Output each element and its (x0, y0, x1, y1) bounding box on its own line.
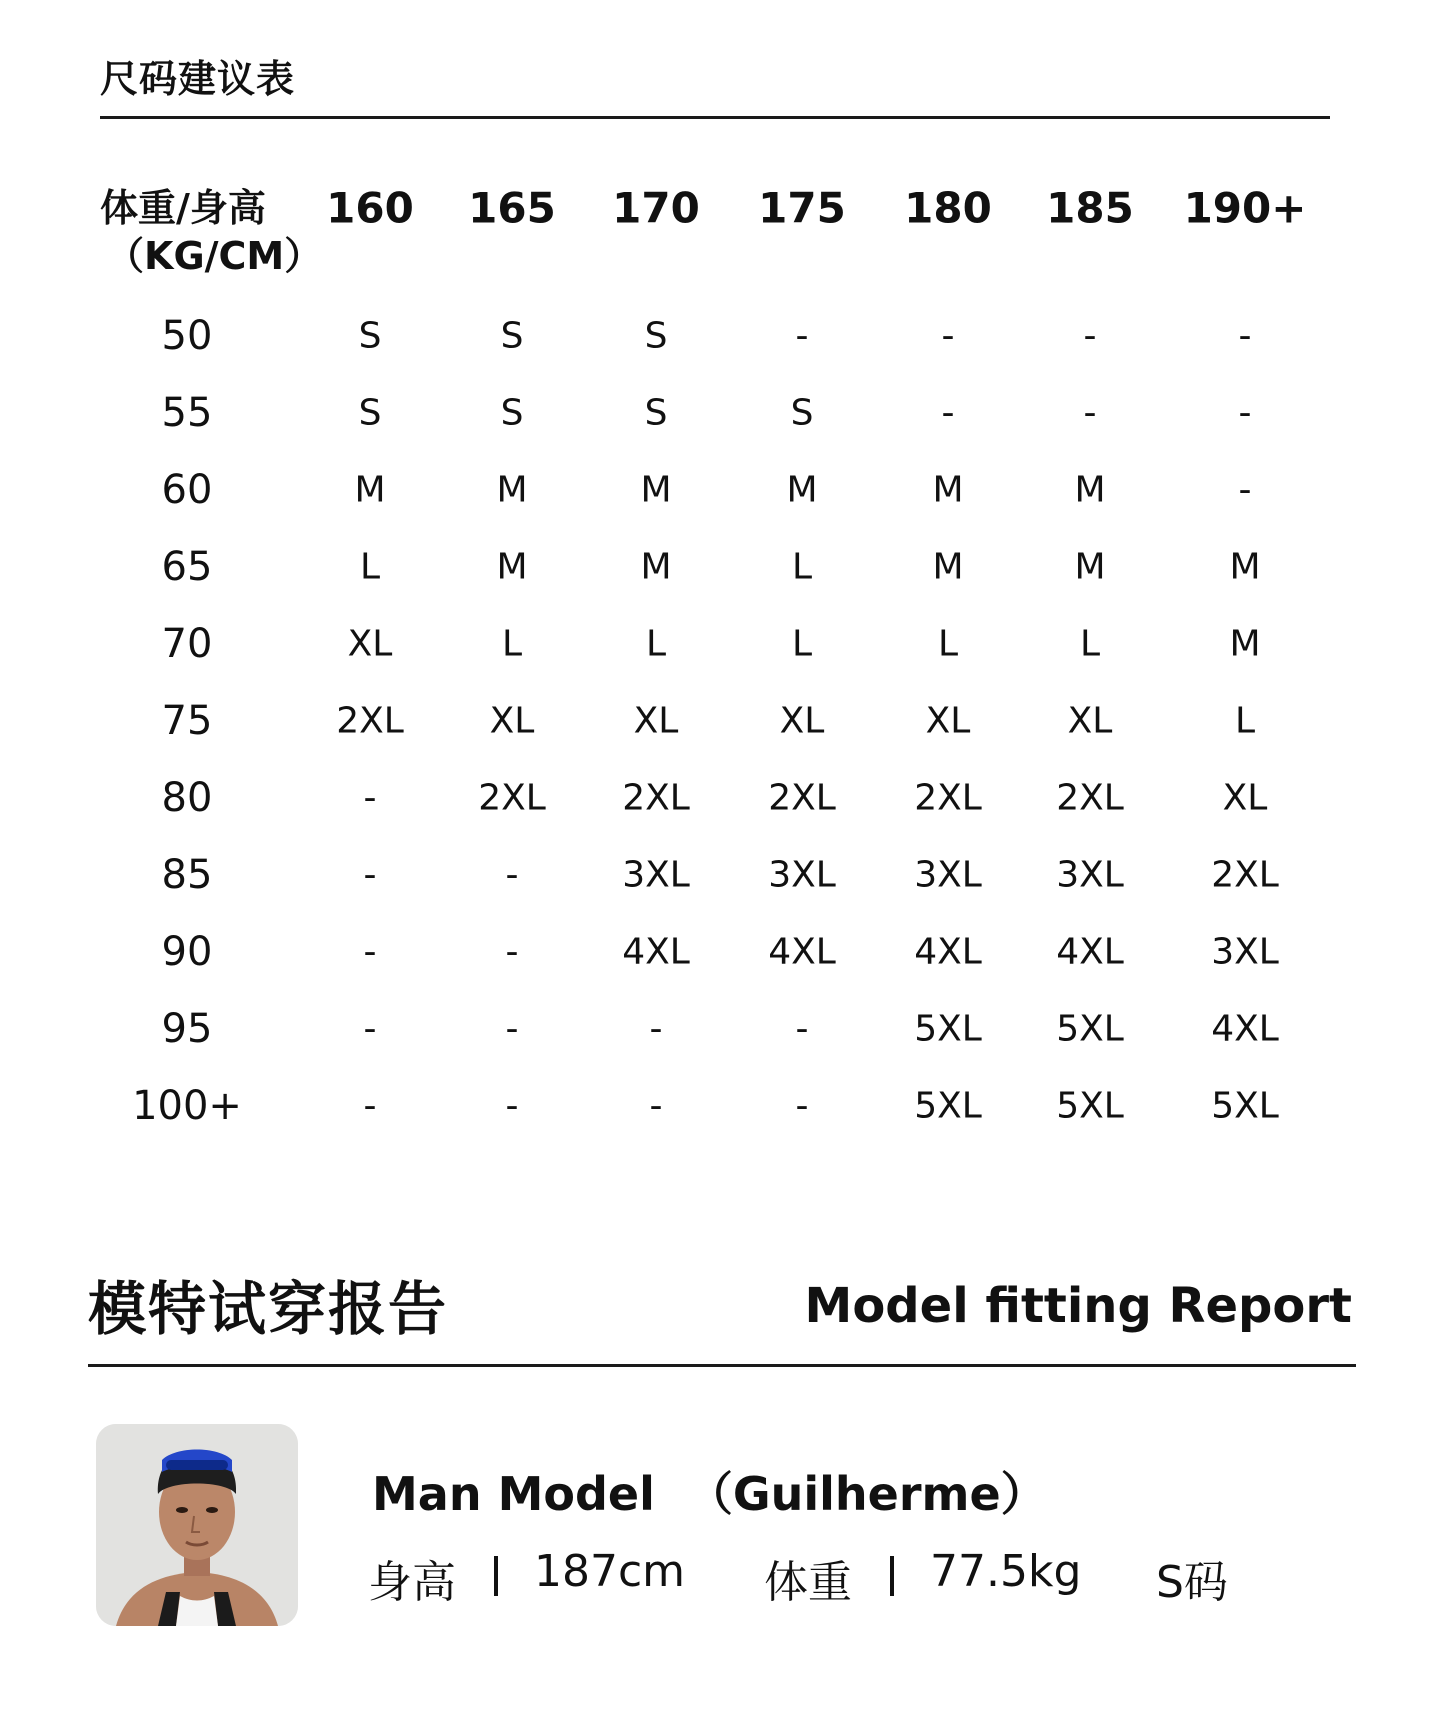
size-chart-title: 尺码建议表 (100, 57, 296, 101)
size-cell: 4XL (622, 931, 690, 973)
size-cell: 2XL (768, 777, 836, 819)
size-cell: 2XL (1056, 777, 1124, 819)
weight-label: 85 (161, 852, 213, 898)
size-cell: M (786, 469, 818, 511)
size-cell: 3XL (914, 854, 982, 896)
weight-label: 95 (161, 1006, 213, 1052)
size-cell: L (359, 546, 381, 588)
corner-header (100, 184, 322, 280)
size-cell: - (363, 854, 377, 896)
size-cell: M (932, 469, 964, 511)
size-cell: - (1238, 315, 1252, 357)
size-cell: - (1238, 392, 1252, 434)
size-cell: L (937, 623, 959, 665)
size-cell: 3XL (1211, 931, 1279, 973)
size-cell: M (496, 469, 528, 511)
size-cell: - (505, 1085, 519, 1127)
size-cell: - (649, 1008, 663, 1050)
size-cell: 2XL (914, 777, 982, 819)
size-cell: 3XL (768, 854, 836, 896)
weight-label: 60 (161, 467, 213, 513)
height-label: 身高 (368, 1557, 456, 1608)
size-value: S码 (1156, 1557, 1228, 1608)
height-header-3: 175 (758, 183, 846, 233)
size-cell: M (932, 546, 964, 588)
model-name: Man Model （Guilherme） (372, 1467, 1047, 1521)
corner-header-line2: （KG/CM） (106, 234, 323, 278)
report-divider (88, 1364, 1356, 1367)
height-header-0: 160 (326, 183, 414, 233)
size-cell: 5XL (914, 1085, 982, 1127)
weight-label: 75 (161, 698, 213, 744)
size-cell: - (505, 854, 519, 896)
size-cell: XL (489, 700, 535, 742)
size-cell: 5XL (914, 1008, 982, 1050)
height-value: 187cm (534, 1546, 686, 1597)
size-cell: S (644, 392, 668, 434)
size-cell: L (791, 623, 813, 665)
weight-label: 70 (161, 621, 213, 667)
size-cell: - (795, 315, 809, 357)
report-title-cn: 模特试穿报告 (88, 1275, 449, 1343)
size-cell: 4XL (1056, 931, 1124, 973)
size-cell: - (363, 1008, 377, 1050)
weight-label: 55 (161, 390, 213, 436)
size-cell: - (505, 931, 519, 973)
height-header-2: 170 (612, 183, 700, 233)
size-cell: XL (779, 700, 825, 742)
size-cell: 5XL (1056, 1085, 1124, 1127)
size-cell: - (1083, 392, 1097, 434)
size-cell: - (941, 392, 955, 434)
size-cell: M (1074, 469, 1106, 511)
size-cell: S (644, 315, 668, 357)
size-cell: 4XL (768, 931, 836, 973)
height-separator (494, 1556, 498, 1596)
size-cell: - (1083, 315, 1097, 357)
size-cell: 3XL (622, 854, 690, 896)
size-cell: M (1229, 546, 1261, 588)
weight-label: 体重 (764, 1557, 852, 1608)
height-header-1: 165 (468, 183, 556, 233)
model-portrait-graphic (96, 1424, 298, 1626)
report-title-en: Model fitting Report (804, 1278, 1352, 1334)
size-cell: - (505, 1008, 519, 1050)
size-cell: M (1229, 623, 1261, 665)
weight-label: 100+ (132, 1083, 242, 1129)
size-cell: M (496, 546, 528, 588)
size-cell: XL (347, 623, 393, 665)
size-cell: 4XL (914, 931, 982, 973)
size-cell: XL (925, 700, 971, 742)
size-cell: XL (1222, 777, 1268, 819)
size-cell: M (640, 546, 672, 588)
model-portrait-icon (96, 1424, 298, 1626)
size-cell: 5XL (1056, 1008, 1124, 1050)
size-cell: S (358, 392, 382, 434)
size-cell: L (1079, 623, 1101, 665)
size-cell: M (354, 469, 386, 511)
size-cell: L (1234, 700, 1256, 742)
size-cell: S (358, 315, 382, 357)
size-cell: 5XL (1211, 1085, 1279, 1127)
size-cell: XL (1067, 700, 1113, 742)
size-cell: M (1074, 546, 1106, 588)
size-cell: - (795, 1008, 809, 1050)
size-cell: L (645, 623, 667, 665)
height-header-4: 180 (904, 183, 992, 233)
corner-header-line1: 体重/身高 (100, 186, 266, 230)
size-cell: - (649, 1085, 663, 1127)
weight-label: 90 (161, 929, 213, 975)
size-cell: - (363, 931, 377, 973)
size-cell: 2XL (622, 777, 690, 819)
weight-label: 80 (161, 775, 213, 821)
size-cell: - (363, 777, 377, 819)
size-cell: S (790, 392, 814, 434)
size-cell: 3XL (1056, 854, 1124, 896)
size-cell: 2XL (336, 700, 404, 742)
size-cell: - (1238, 469, 1252, 511)
size-cell: S (500, 392, 524, 434)
height-header-5: 185 (1046, 183, 1134, 233)
size-cell: S (500, 315, 524, 357)
size-cell: L (501, 623, 523, 665)
size-cell: 4XL (1211, 1008, 1279, 1050)
size-cell: M (640, 469, 672, 511)
size-cell: XL (633, 700, 679, 742)
size-cell: - (795, 1085, 809, 1127)
size-cell: 2XL (1211, 854, 1279, 896)
weight-value: 77.5kg (930, 1546, 1082, 1597)
size-cell: 2XL (478, 777, 546, 819)
height-header-6: 190+ (1183, 183, 1307, 233)
weight-separator (890, 1556, 894, 1596)
weight-label: 65 (161, 544, 213, 590)
size-cell: - (363, 1085, 377, 1127)
size-cell: L (791, 546, 813, 588)
size-cell: - (941, 315, 955, 357)
weight-label: 50 (161, 313, 213, 359)
